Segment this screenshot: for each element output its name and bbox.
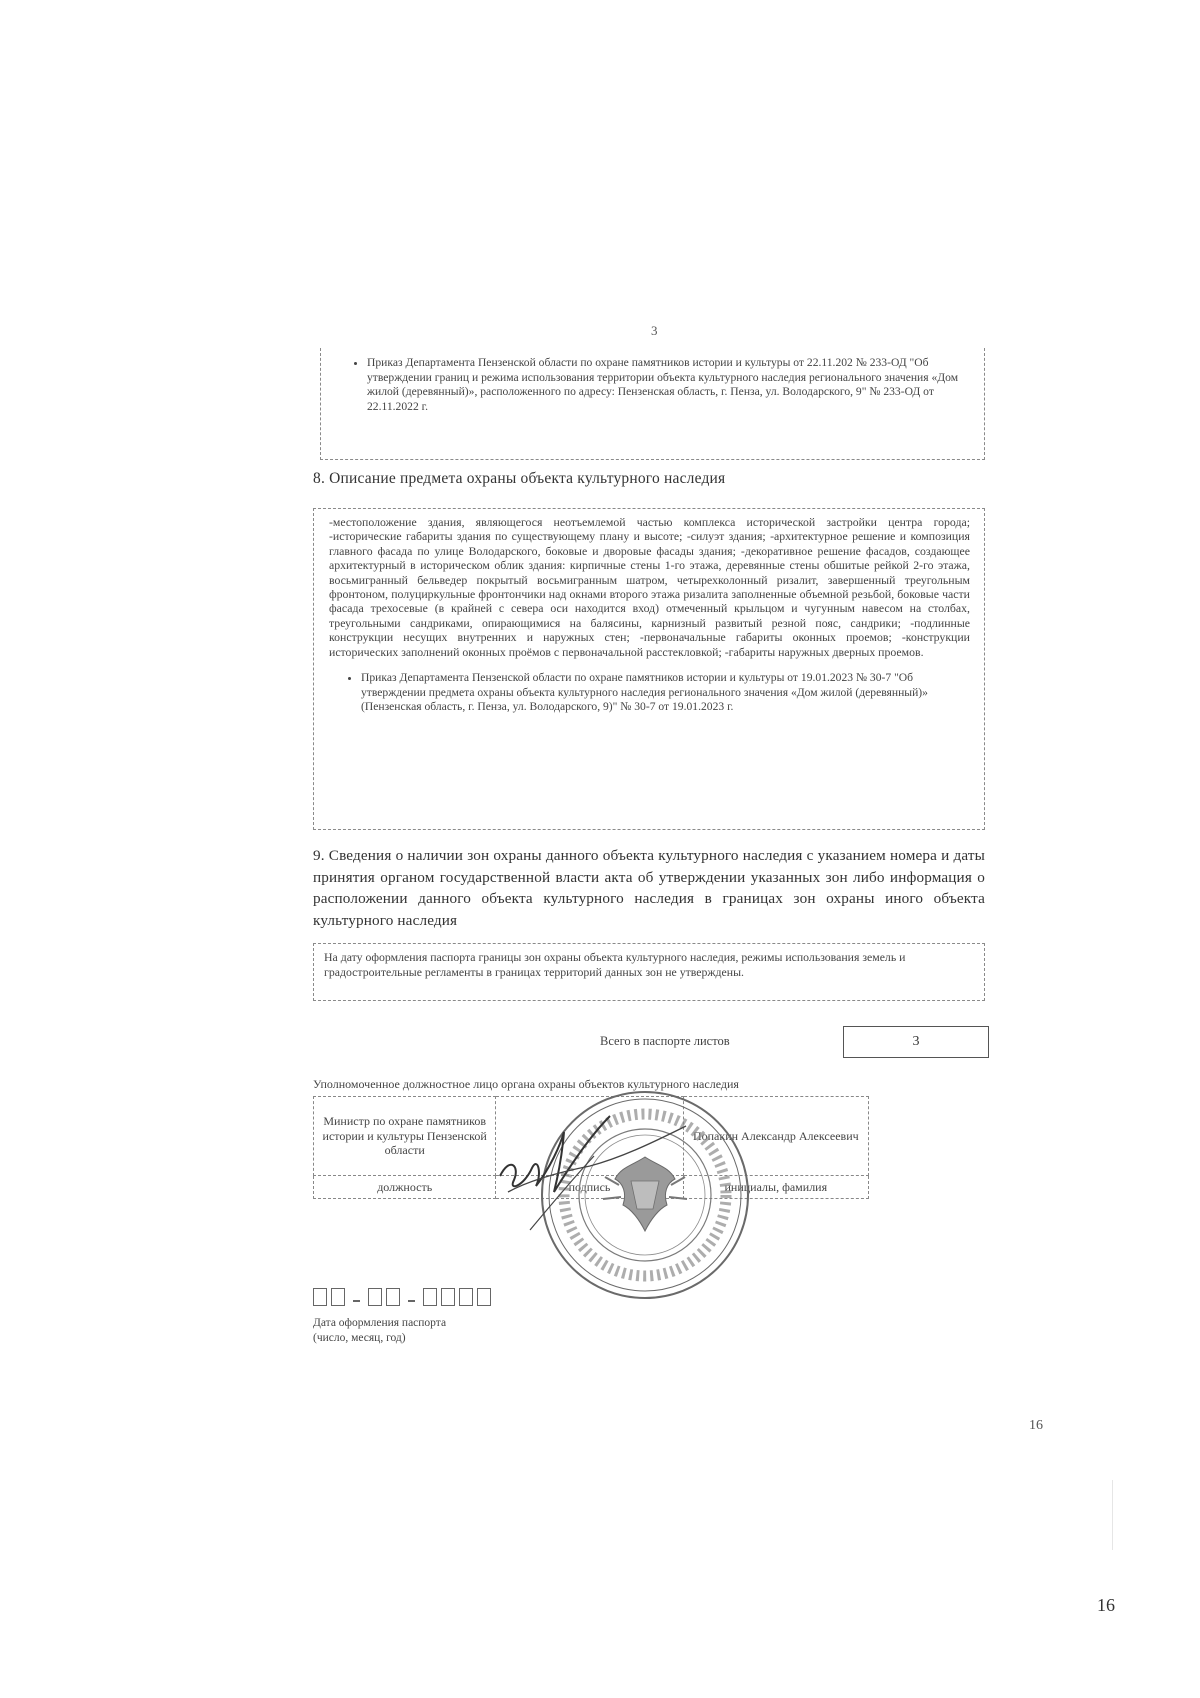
section-9-heading: 9. Сведения о наличии зон охраны данного объекта культурного наследия с указанием номера и даты принятия органом государственной власти акта об утверждении указанных зон либо информация о расположении данного объекта культурного наследия в границах зон охраны иного объекта культурного наследия: [313, 847, 985, 929]
previous-order-item: • Приказ Департамента Пензенской области по охране памятников истории и культуры от 22.11.202 № 233-ОД "Об утверждении границ и режима использования территории объекта культурного наследия регионального значения «Дом жилой (деревянный)», расположенного по адресу: Пензенская область, г. Пенза, ул. Володарского, 9" № 233-ОД от 22.11.2022 г.: [367, 356, 984, 414]
section-9-text: На дату оформления паспорта границы зон охраны объекта культурного наследия, режимы использования земель и градостроительные регламенты в границах территорий данных зон не утверждены.: [324, 950, 906, 979]
section-8-order-item: • Приказ Департамента Пензенской области по охране памятников истории и культуры от 19.01.2023 № 30-7 "Об утверждении предмета охраны объекта культурного наследия регионального значения «Дом жилой (деревянный)» (Пензенская область, г. Пенза, ул. Володарского, 9)" № 30-7 от 19.01.2023 г.: [361, 671, 970, 715]
official-caption: Уполномоченное должностное лицо органа охраны объектов культурного наследия: [313, 1077, 739, 1091]
official-name: Попакин Александр Алексеевич: [683, 1097, 868, 1176]
document-page-number: 16: [1097, 1595, 1115, 1615]
position-label: должность: [314, 1176, 496, 1199]
section-8-heading: 8. Описание предмета охраны объекта культурного наследия: [313, 470, 726, 487]
signature-label: подпись: [496, 1176, 683, 1199]
total-sheets-value: 3: [843, 1026, 989, 1058]
section-8-text: -местоположение здания, являющегося неотъемлемой частью комплекса исторической застройки центра города; -исторические габариты здания по существующему плану и высоте; -силуэт здания; -архитектурное решение и композиция главного фасада по улице Володарского, боковые и дворовые фасады здания; -декоративное решение фасадов, создающее архитектурный в историческом облик здания: кирпичные стены 1-го этажа, деревянные стены обшитые рейкой 2-го этажа, восьмигранный бельведер покрытый восьмигранным шатром, четырехколонный ризалит, завершенный треугольным фронтоном, полуциркульные фронтончики над окнами второго этажа ризалита заполненные объемной резьбой, боковые части фасада трехосевые (в крайней с севера оси находится вход) отмеченный крыльцом и чугунным навесом на столбах, треугольными сандриками, опирающимися на балясины, карнизный развитый резной пояс, сандрики; -подлинные конструкции несущих внутренних и наружных стен; -первоначальные габариты оконных проемов; -конструкции исторических заполнений оконных проёмов с первоначальной расстекловкой; -габариты наружных дверных проемов.: [329, 515, 970, 659]
section-9-box: [313, 943, 985, 1001]
date-caption-line-1: Дата оформления паспорта: [313, 1317, 447, 1329]
section-8-box: [313, 508, 985, 830]
date-caption: [313, 1316, 446, 1346]
scan-edge-artifact: [1112, 1480, 1113, 1550]
previous-section-box: [320, 348, 985, 460]
scan-page-number: 16: [1029, 1418, 1043, 1433]
name-label: инициалы, фамилия: [683, 1176, 868, 1199]
total-sheets-label: Всего в паспорте листов: [600, 1034, 730, 1048]
date-boxes: [313, 1288, 491, 1306]
date-caption-line-2: (число, месяц, год): [313, 1332, 406, 1344]
handwritten-signature-icon: [490, 1096, 700, 1236]
inner-page-number: 3: [651, 323, 658, 338]
official-position: Министр по охране памятников истории и культуры Пензенской области: [314, 1097, 496, 1176]
